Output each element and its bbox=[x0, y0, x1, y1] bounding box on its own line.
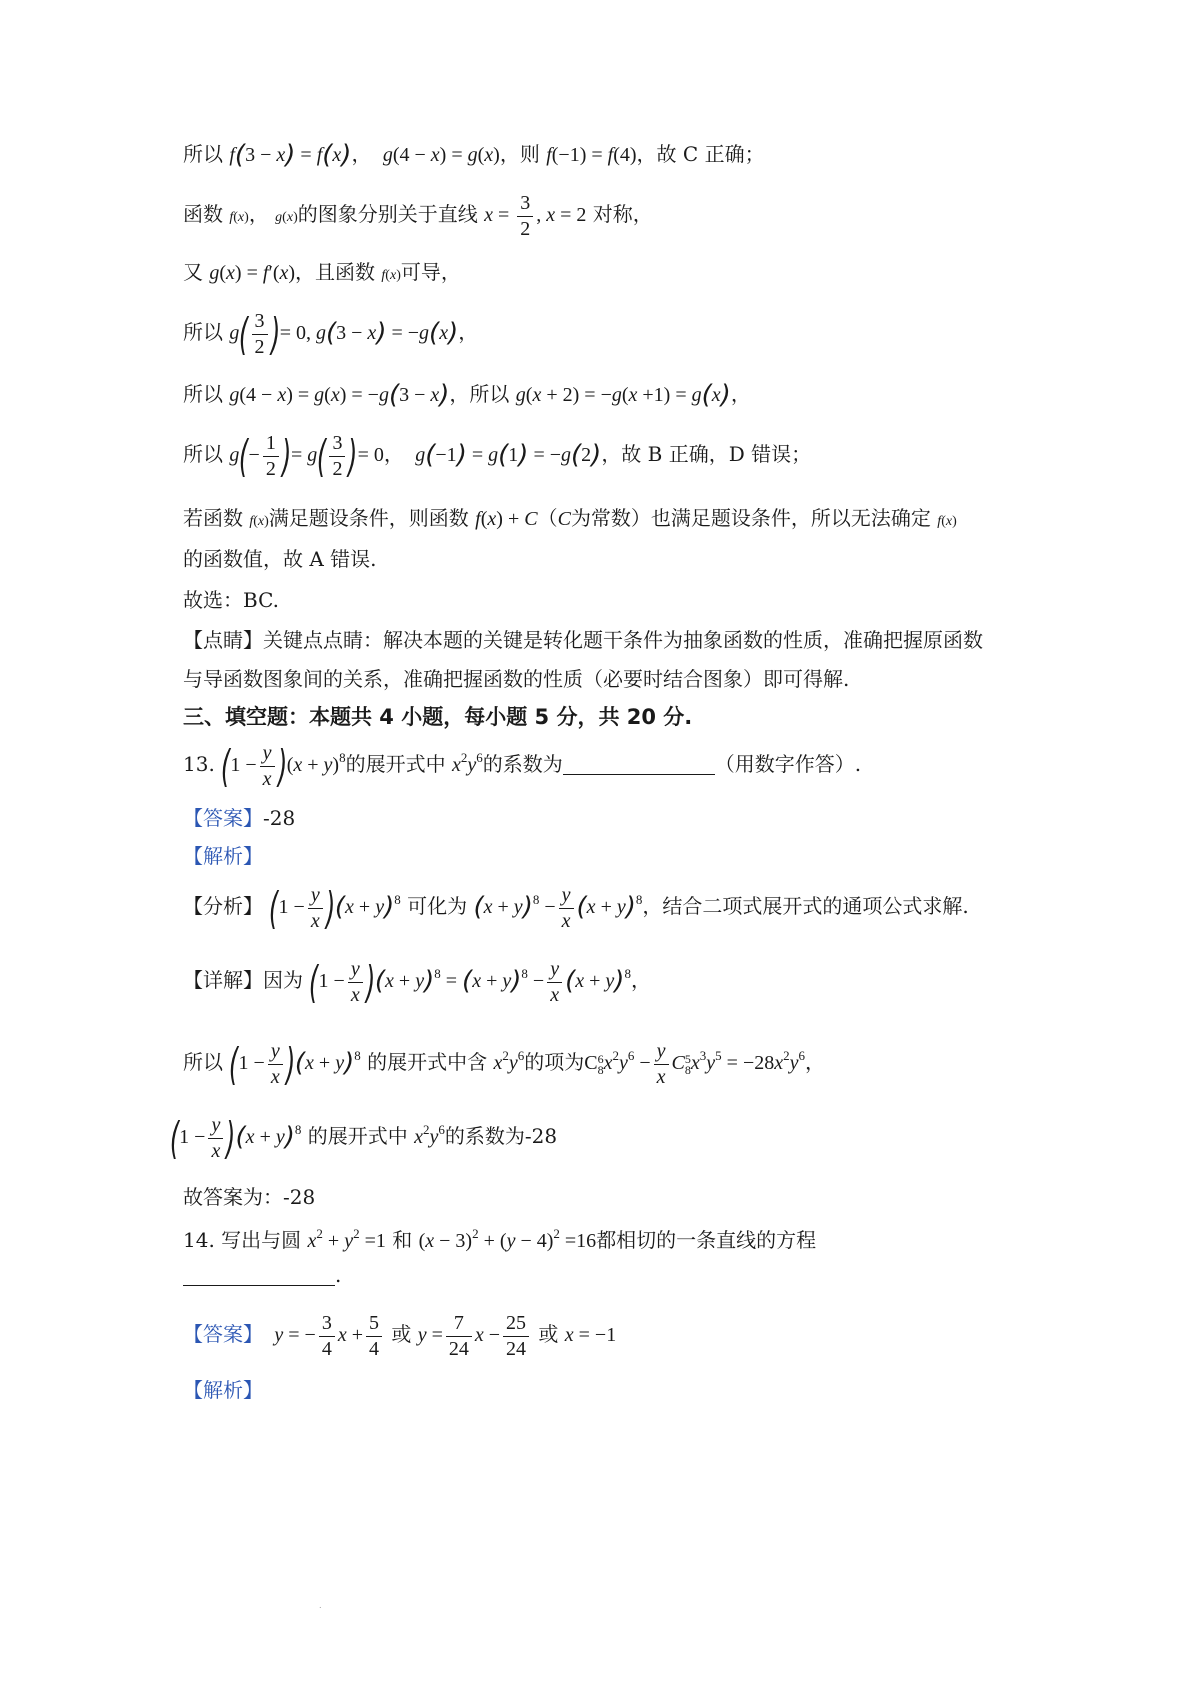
text-line bbox=[183, 630, 983, 650]
question-13 bbox=[183, 742, 861, 791]
text: 满足题设条件，则函数 bbox=[268, 506, 469, 530]
text: 故答案为：-28 bbox=[183, 1185, 316, 1209]
formula: g(x) bbox=[275, 210, 298, 226]
question-number: 13. bbox=[183, 752, 215, 777]
formula: g(x) = f′(x) bbox=[209, 262, 296, 284]
text: 所以 bbox=[183, 442, 223, 467]
text: 与导函数图象间的关系，准确把握函数的性质（必要时结合图象）即可得解. bbox=[183, 667, 850, 691]
text: ， bbox=[805, 1050, 826, 1075]
text: 的展开式中 bbox=[307, 1124, 408, 1149]
text-line bbox=[183, 508, 957, 529]
text: （用数字作答）. bbox=[714, 752, 862, 777]
formula: $(x + y)^8$ − $\frac{y}{x}$ $(x + y)^8$ bbox=[473, 884, 643, 932]
section-heading bbox=[183, 707, 692, 728]
formula: f(x) + C bbox=[475, 508, 538, 530]
text: 故选：BC. bbox=[183, 588, 280, 612]
text-line bbox=[183, 310, 478, 359]
text-line bbox=[183, 1040, 825, 1089]
answer-blank bbox=[563, 754, 715, 775]
analysis-tag: 【解析】 bbox=[183, 1378, 263, 1402]
text: ， bbox=[351, 142, 372, 166]
text: ，所以 bbox=[449, 382, 510, 406]
text: 所以 bbox=[183, 382, 223, 406]
text: 的系数为 bbox=[482, 752, 563, 777]
text: ， bbox=[630, 968, 651, 993]
formula: g(− $\frac{1}{2}$ )= g( $\frac{3}{2}$ )= 0 bbox=[229, 430, 384, 482]
text-line bbox=[170, 1114, 557, 1163]
text-line bbox=[183, 549, 377, 569]
formula: f(3 − x) = f(x) bbox=[229, 140, 352, 170]
text: 所以 bbox=[183, 142, 223, 166]
text: 所以 bbox=[183, 1050, 223, 1075]
formula: f(x) bbox=[381, 268, 401, 283]
text: 的展开式中含 bbox=[367, 1050, 488, 1075]
formula: $x^2 + y^2 =1$ bbox=[307, 1226, 386, 1252]
question-number: 14. bbox=[183, 1228, 215, 1252]
text: 都相切的一条直线的方程 bbox=[596, 1228, 817, 1252]
text-line bbox=[183, 1187, 315, 1207]
formula: $(x - 3)^2 + (y - 4)^2 =16$ bbox=[418, 1226, 597, 1252]
question-14 bbox=[183, 1227, 816, 1251]
fenxi-tag: 【分析】 bbox=[183, 894, 263, 919]
text-line bbox=[183, 432, 811, 481]
text-line bbox=[183, 382, 751, 408]
formula: (1 − $\frac{y}{x}$ )$(x + y)^8$ bbox=[229, 1038, 361, 1090]
xiangjie-tag: 【详解】 bbox=[183, 968, 263, 993]
analysis-tag: 【解析】 bbox=[183, 844, 263, 868]
text: ， bbox=[383, 442, 404, 467]
text: 若函数 bbox=[183, 506, 243, 530]
formula: C 6 8 $x^2y^6$ − $\frac{y}{x}$ C 5 8 $x^3y^5 = -28x^2y^6$ bbox=[584, 1040, 806, 1088]
text: ，故 B 正确，D 错误； bbox=[601, 442, 812, 467]
text: . bbox=[335, 1263, 342, 1287]
xiangjie-line bbox=[183, 958, 651, 1007]
formula: x = $\frac{3}{2}$ , x = 2 bbox=[484, 192, 587, 240]
formula: (1 − $\frac{y}{x}$ )$(x + y)^8$ bbox=[269, 882, 401, 934]
text: ，故 C 正确； bbox=[636, 142, 765, 166]
text: 函数 bbox=[183, 202, 223, 227]
formula: f(x) bbox=[249, 514, 269, 529]
formula: g(4 − x) = g(x) = −g(3 − x) bbox=[229, 380, 450, 410]
text-line bbox=[183, 192, 653, 241]
formula: g(4 − x) = g(x) bbox=[377, 144, 500, 166]
analysis-heading bbox=[183, 1380, 263, 1400]
text-line bbox=[183, 590, 279, 610]
page-mark: . bbox=[319, 1601, 322, 1610]
text: 的展开式中 bbox=[345, 752, 446, 777]
formula: y = − $\frac{3}{4}$ x + $\frac{5}{4}$ bbox=[269, 1324, 385, 1346]
text-line bbox=[183, 142, 765, 168]
analysis-heading bbox=[183, 846, 263, 866]
text: 的系数为-28 bbox=[444, 1124, 558, 1149]
answer-tag: 【答案】 bbox=[183, 806, 263, 830]
text: ，结合二项式展开式的通项公式求解. bbox=[642, 894, 969, 919]
formula: f(x) bbox=[229, 210, 249, 226]
fenxi-line bbox=[183, 884, 969, 933]
formula: g(x + 2) = −g(x +1) = g(x)， bbox=[515, 380, 751, 410]
text: （ bbox=[537, 506, 558, 530]
text: ，且函数 bbox=[295, 260, 376, 284]
text: 的图象分别关于直线 bbox=[297, 202, 478, 227]
text: ，则 bbox=[499, 142, 540, 166]
formula: (1 − $\frac{y}{x}$ )$(x + y)^8 = (x + y)^8$ − $\frac{y}{x}$ $(x + y)^8$ bbox=[309, 956, 631, 1008]
text: 所以 bbox=[183, 320, 223, 345]
text: 因为 bbox=[263, 968, 303, 993]
formula: (1 − $\frac{y}{x}$ )$(x + y)^8$ bbox=[221, 740, 346, 792]
text: 的函数值，故 A 错误. bbox=[183, 547, 377, 571]
formula: f(−1) = f(4) bbox=[546, 144, 637, 166]
text: 为常数）也满足题设条件，所以无法确定 bbox=[570, 506, 931, 530]
text: 对称， bbox=[592, 202, 653, 227]
text: 或 bbox=[538, 1322, 559, 1347]
formula: C bbox=[557, 508, 571, 530]
formula: x = −1 bbox=[564, 1324, 617, 1347]
text-line bbox=[183, 669, 849, 689]
answer-tag: 【答案】 bbox=[183, 1322, 263, 1347]
formula: $x^2y^6$ bbox=[414, 1122, 445, 1149]
text: ， bbox=[248, 202, 269, 227]
formula: y = $\frac{7}{24}$ x − $\frac{25}{24}$ bbox=[418, 1324, 532, 1346]
formula: $x^2y^6$ bbox=[451, 750, 483, 777]
text: 或 bbox=[391, 1322, 412, 1347]
formula: f(x) bbox=[937, 514, 957, 529]
text: 的项为 bbox=[524, 1050, 585, 1075]
section-title: 三、填空题：本题共 4 小题，每小题 5 分，共 20 分. bbox=[183, 705, 693, 729]
answer-13 bbox=[183, 808, 295, 828]
formula: g( $\frac{3}{2}$ )= 0, g(3 − x) = −g(x)， bbox=[229, 308, 479, 360]
answer-blank-line bbox=[183, 1265, 341, 1286]
text: 可导， bbox=[400, 260, 461, 284]
text: 【点睛】关键点点睛：解决本题的关键是转化题干条件为抽象函数的性质，准确把握原函数 bbox=[183, 628, 983, 652]
text: 可化为 bbox=[407, 894, 468, 919]
text: 又 bbox=[183, 260, 203, 284]
answer-14 bbox=[183, 1312, 616, 1361]
text-line bbox=[183, 262, 461, 283]
text: 写出与圆 bbox=[221, 1228, 302, 1252]
formula: $x^2y^6$ bbox=[493, 1048, 525, 1075]
answer-value: -28 bbox=[263, 806, 296, 830]
formula: g(−1) = g(1) = −g(2) bbox=[410, 440, 602, 471]
answer-blank bbox=[183, 1265, 335, 1286]
text: 和 bbox=[392, 1228, 413, 1252]
formula: (1 − $\frac{y}{x}$ )$(x + y)^8$ bbox=[169, 1112, 302, 1164]
